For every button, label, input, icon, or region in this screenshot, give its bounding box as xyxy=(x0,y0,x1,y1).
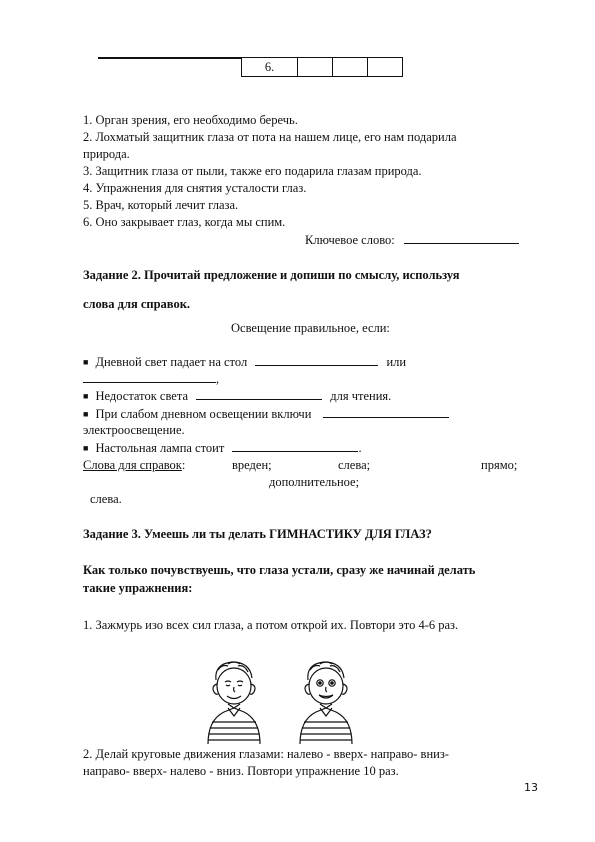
help-words-label-text: Слова для справок xyxy=(83,458,182,472)
task2-item-4 xyxy=(83,440,362,456)
clue-1: 1. Орган зрения, его необходимо беречь. xyxy=(83,113,298,127)
help-words-colon: : xyxy=(181,458,186,472)
task2-item-3-cont: электроосвещение. xyxy=(83,423,185,437)
task2-item-4-end: . xyxy=(358,441,362,455)
square-bullet-icon: ■ xyxy=(83,409,89,419)
clue-4: 4. Упражнения для снятия усталости глаз. xyxy=(83,181,307,195)
keyword-row xyxy=(305,232,519,248)
crossword-cell[interactable] xyxy=(298,57,333,77)
page-number: 13 xyxy=(524,781,538,794)
help-word-1: вреден; xyxy=(232,458,272,472)
keyword-label: Ключевое слово: xyxy=(305,233,395,247)
task2-item-1-blank-2[interactable] xyxy=(83,371,216,383)
task3-exercise-1: 1. Зажмурь изо всех сил глаза, а потом открой их. Повтори это 4-6 раз. xyxy=(83,618,459,632)
clue-5: 5. Врач, который лечит глаза. xyxy=(83,198,239,212)
task2-heading-line2: слова для справок. xyxy=(83,297,191,311)
keyword-answer-field[interactable] xyxy=(404,232,519,244)
help-words-label xyxy=(83,458,185,473)
clue-6: 6. Оно закрывает глаз, когда мы спим. xyxy=(83,215,286,229)
task2-item-3-blank[interactable] xyxy=(323,406,449,418)
task2-item-1 xyxy=(83,354,406,370)
task2-item-1-cont xyxy=(83,371,219,387)
task2-heading-line1: Задание 2. Прочитай предложение и допиши по смыслу, используя xyxy=(83,268,460,282)
task3-intro-line1: Как только почувствуешь, что глаза устали, сразу же начинай делать xyxy=(83,563,476,577)
square-bullet-icon: ■ xyxy=(83,357,89,367)
task3-exercise-2-line1: 2. Делай круговые движения глазами: налево - вверх- направо- вниз- xyxy=(83,747,449,761)
task2-item-4-text: Настольная лампа стоит xyxy=(95,441,225,455)
task2-item-3 xyxy=(83,406,449,422)
crossword-row xyxy=(241,57,403,77)
task2-item-1-blank[interactable] xyxy=(255,354,378,366)
task3-heading: Задание 3. Умеешь ли ты делать ГИМНАСТИКУ ДЛЯ ГЛАЗ? xyxy=(83,527,432,541)
crossword-row-number: 6. xyxy=(241,57,298,77)
crossword-top-line xyxy=(98,57,241,59)
square-bullet-icon: ■ xyxy=(83,443,89,453)
task3-intro-line2: такие упражнения: xyxy=(83,581,193,595)
crossword-cell[interactable] xyxy=(368,57,403,77)
help-word-4: дополнительное; xyxy=(269,475,360,489)
task2-subtitle: Освещение правильное, если: xyxy=(231,321,390,335)
task2-item-2-blank[interactable] xyxy=(196,388,322,400)
task2-item-2-end: для чтения. xyxy=(330,389,392,403)
crossword-cell[interactable] xyxy=(333,57,368,77)
task2-item-1-end: , xyxy=(216,372,220,386)
boy-eyes-open-illustration xyxy=(290,658,362,744)
task2-item-3-text: При слабом дневном освещении включи xyxy=(95,407,312,421)
task2-item-2 xyxy=(83,388,391,404)
task3-exercise-2-line2: направо- вверх- налево - вниз. Повтори упражнение 10 раз. xyxy=(83,764,399,778)
clue-2-continuation: природа. xyxy=(83,147,130,161)
task2-item-1-text: Дневной свет падает на стол xyxy=(95,355,248,369)
boy-eyes-closed-illustration xyxy=(198,658,270,744)
task2-item-1-or: или xyxy=(386,355,407,369)
task2-item-4-blank[interactable] xyxy=(232,440,358,452)
help-word-5: слева. xyxy=(90,492,122,506)
clue-2: 2. Лохматый защитник глаза от пота на нашем лице, его нам подарила xyxy=(83,130,457,144)
help-word-3: прямо; xyxy=(481,458,518,472)
clue-3: 3. Защитник глаза от пыли, также его подарила глазам природа. xyxy=(83,164,422,178)
task2-item-2-text: Недостаток света xyxy=(95,389,188,403)
help-word-2: слева; xyxy=(338,458,371,472)
square-bullet-icon: ■ xyxy=(83,391,89,401)
